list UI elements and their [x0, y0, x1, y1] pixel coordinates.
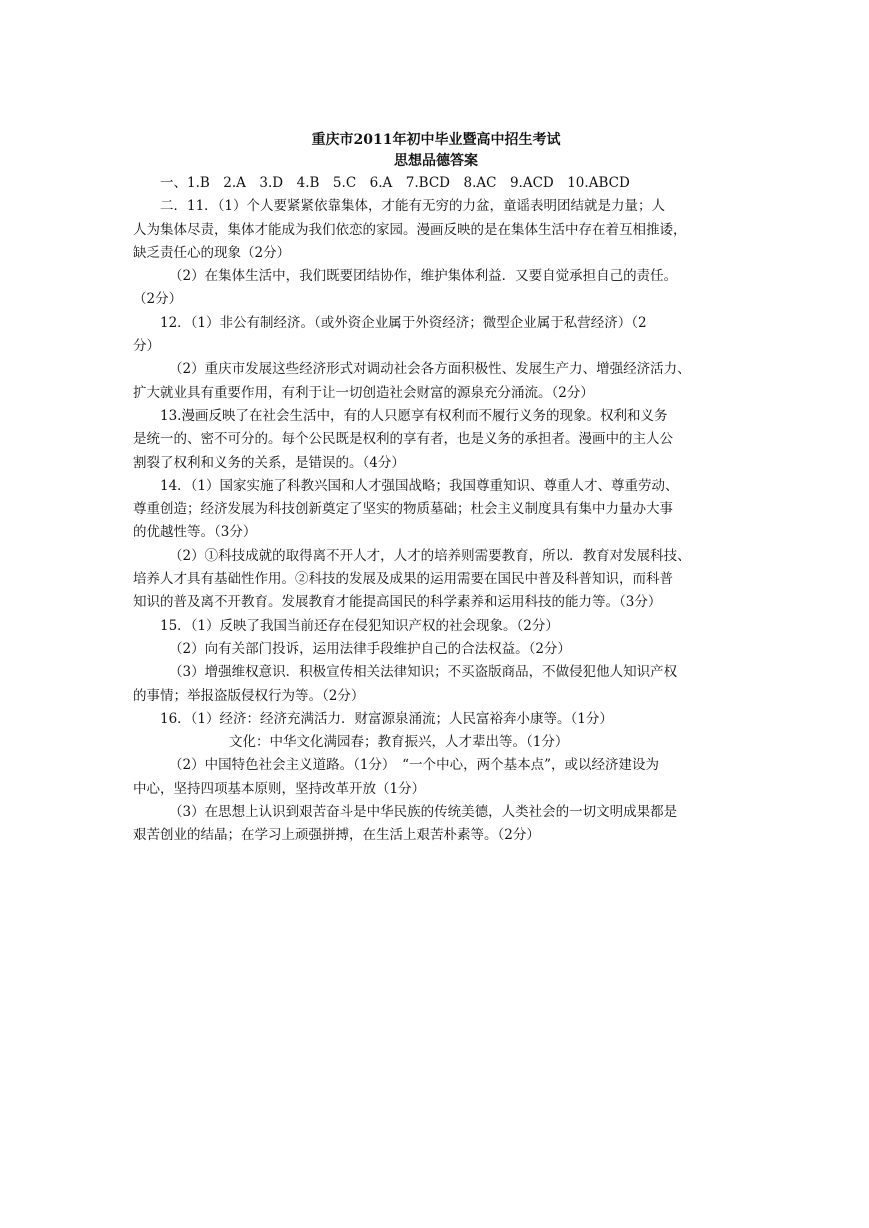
answer-line: 14．（1）国家实施了科教兴国和人才强国战略；我国尊重知识、尊重人才、尊重劳动、 [160, 477, 679, 494]
answer-line: 中心，坚持四项基本原则，坚持改革开放（1分） [133, 780, 426, 797]
answer-line: 尊重创造；经济发展为科技创新奠定了坚实的物质墓础；杜会主义制度具有集中力量办大事 [133, 501, 673, 518]
answer-line: （2）向有关部门投诉，运用法律手段维护自己的合法权益。（2分） [169, 640, 571, 657]
answer-line: 16．（1）经济：经济充满活力．财富源泉涌流；人民富裕奔小康等。（1分） [160, 710, 613, 727]
answer-line: 13.漫画反映了在社会生活中，有的人只愿享有权利而不履行义务的现象。权利和义务 [160, 407, 668, 424]
answer-line: （2）中国特色社会主义道路。（1分） “一个中心，两个基本点”，或以经济建设为 [169, 757, 659, 774]
answer-sheet [133, 130, 739, 848]
answer-line: 知识的普及离不开教育。发展教育才能提高国民的科学素养和运用科技的能力等。（3分） [133, 594, 662, 611]
multiple-choice-answers: 一、1.B 2.A 3.D 4.B 5.C 6.A 7.BCD 8.AC 9.ACD 10.ABCD [160, 175, 630, 191]
answer-body [133, 172, 739, 848]
answer-line: 文化：中华文化满园春；教育振兴，人才辈出等。（1分） [229, 734, 569, 751]
answer-line: 是统一的、密不可分的。每个公民既是权利的享有者，也是义务的承担者。漫画中的主人公 [133, 431, 673, 448]
answer-line: （3）增强维权意识．积极宣传相关法律知识；不买盗版商品，不做侵犯他人知识产权 [169, 664, 678, 681]
answer-line: （2分） [133, 291, 183, 308]
answer-line: （2）①科技成就的取得离不开人才，人才的培养则需要教育，所以．教育对发展科技、 [169, 547, 691, 564]
answer-line: （2）重庆市发展这些经济形式对调动社会各方面积极性、发展生产力、增强经济活力、 [169, 361, 691, 378]
document-title: 重庆市2011年初中毕业暨高中招生考试 [311, 132, 561, 148]
answer-line: （2）在集体生活中，我们既要团结协作，维护集体利益．又要自觉承担自己的责任。 [169, 268, 678, 285]
answer-line: （3）在思想上认识到艰苦奋斗是中华民族的传统美德，人类社会的一切文明成果都是 [169, 804, 678, 821]
answer-line: 12．（1）非公有制经济。（或外资企业属于外资经济；微型企业属于私营经济）（2 [160, 314, 647, 331]
answer-line: 分） [133, 338, 160, 355]
answer-line: 二．11．（1）个人要紧紧依靠集体，才能有无穷的力盆，童谣表明团结就是力量；人 [160, 198, 666, 215]
answer-line: 缺乏责任心的现象（2分） [133, 244, 291, 261]
answer-line: 的事情；举报盗版侵权行为等。（2分） [133, 687, 365, 704]
answer-line: 人为集体尽责，集体才能成为我们依恋的家园。漫画反映的是在集体生活中存在着互相推诿， [133, 221, 687, 238]
document-subtitle: 思想品德答案 [394, 153, 478, 169]
answer-line: 15．（1）反映了我国当前还存在侵犯知识产权的社会现象。（2分） [160, 617, 559, 634]
answer-line: 的优越性等。（3分） [133, 524, 257, 541]
answer-line: 艰苦创业的结晶；在学习上顽强拼搏，在生活上艰苦朴素等。（2分） [133, 827, 540, 844]
answer-line: 扩大就业具有重要作用，有利于让一切创造社会财富的源泉充分涌流。（2分） [133, 384, 594, 401]
answer-line: 培养人才具有基础性作用。②科技的发展及成果的运用需要在国民中普及科普知识，而科普 [133, 571, 673, 588]
answer-line: 割裂了权利和义务的关系，是错误的。（4分） [133, 454, 405, 471]
